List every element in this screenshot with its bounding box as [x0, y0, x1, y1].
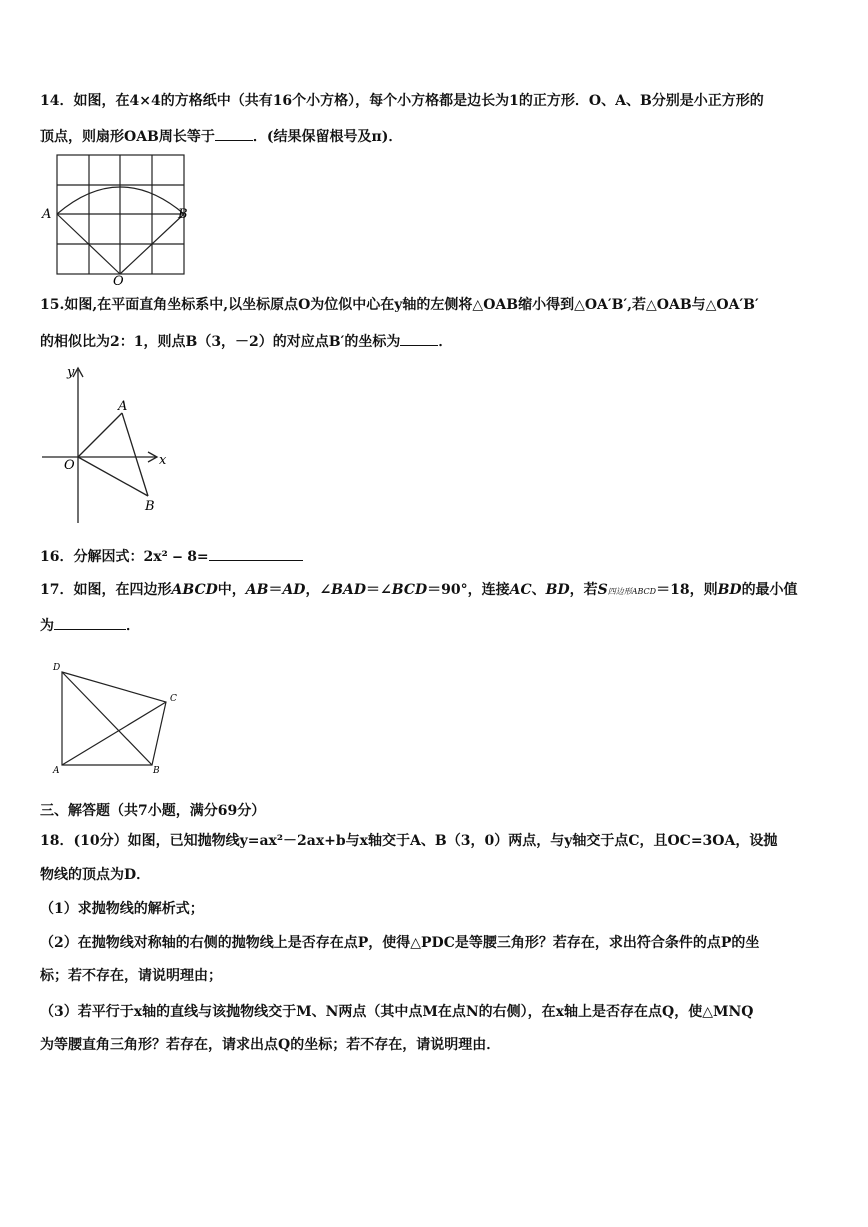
q17-label-c: C: [170, 694, 177, 704]
q17-eq-1: ＝: [268, 582, 283, 598]
q17-line-1: [40, 581, 798, 601]
q17-area-subscript: 四边形ABCD: [607, 587, 657, 596]
q17-text-e: 的最小值: [741, 582, 798, 598]
q14-text-b: ．(结果保留根号及π)．: [252, 129, 403, 145]
q17-text-d: ＝18，则: [656, 582, 718, 598]
q17-label-d: D: [53, 663, 61, 673]
q14-text-a: 顶点，则扇形OAB周长等于: [40, 129, 215, 145]
q17-ac: AC: [509, 582, 532, 598]
q14-label-a: A: [42, 207, 52, 222]
q17-eq-2: ＝: [366, 582, 381, 598]
q18-part-1: （1）求抛物线的解析式；: [40, 901, 204, 917]
q17-text-g: ．: [126, 618, 140, 634]
q14-label-o: O: [113, 274, 124, 289]
q15-text-b: ．: [438, 334, 453, 350]
q17-bd: BD: [545, 582, 570, 598]
q18-part-3-line-1: （3）若平行于x轴的直线与该抛物线交于M、N两点（其中点M在点N的右侧），在x轴上是否存在点Q，使△MNQ: [40, 1004, 754, 1020]
q18-part-2-line-1: （2）在抛物线对称轴的右侧的抛物线上是否存在点P，使得△PDC是等腰三角形？若存在，求出符合条件的点P的坐: [40, 935, 760, 951]
q17-angle-bcd: ∠BCD: [380, 582, 428, 598]
q15-label-x: x: [159, 453, 167, 468]
q14-label-b: B: [178, 207, 188, 222]
q17-bd-2: BD: [717, 582, 742, 598]
q17-text-c: ，若: [569, 582, 598, 598]
q15-label-a: A: [118, 399, 128, 414]
q17-area-s: S: [597, 582, 608, 598]
q17-line-2: [40, 615, 140, 635]
q16-answer-blank: [209, 546, 303, 561]
q15-label-o: O: [64, 458, 75, 473]
q16-line: [40, 546, 303, 566]
q15-label-b: B: [145, 499, 155, 514]
q18-line-1: 18．(10分）如图，已知抛物线y=ax²－2ax+b与x轴交于A、B（3，0）两点，与y轴交于点C，且OC=3OA，设抛: [40, 833, 778, 849]
q17-eq-3: ＝90°，连接: [427, 582, 510, 598]
q15-label-y: y: [67, 365, 75, 380]
q17-answer-blank: [54, 615, 126, 630]
q17-ab: AB: [245, 582, 269, 598]
q16-text: 16．分解因式：2x² ‒ 8=: [40, 549, 209, 565]
q15-line-1: 15.如图,在平面直角坐标系中,以坐标原点O为位似中心在y轴的左侧将△OAB缩小得到△OA′B′,若△OAB与△OA′B′: [40, 297, 759, 313]
q14-line-2: [40, 126, 402, 146]
q17-text-a: 17．如图，在四边形: [40, 582, 172, 598]
q17-text-b: 中，: [217, 582, 246, 598]
q18-part-3-line-2: 为等腰直角三角形？若存在，请求出点Q的坐标；若不存在，请说明理由．: [40, 1037, 501, 1053]
q15-answer-blank: [400, 331, 438, 346]
section-3-heading: 三、解答题（共7小题，满分69分）: [40, 803, 266, 819]
q14-line-1: 14．如图，在4×4的方格纸中（共有16个小方格），每个小方格都是边长为1的正方形．O、A、B分别是小正方形的: [40, 93, 764, 109]
q15-line-2: [40, 331, 452, 351]
q17-label-a: A: [53, 766, 60, 776]
q14-answer-blank: [215, 126, 253, 141]
q18-part-2-line-2: 标；若不存在，请说明理由；: [40, 968, 222, 984]
q17-comma: ，: [305, 582, 320, 598]
q17-ad: AD: [282, 582, 306, 598]
q17-label-b: B: [153, 766, 160, 776]
q15-text-a: 的相似比为2：1，则点B（3，－2）的对应点B′的坐标为: [40, 334, 401, 350]
q17-angle-bad: ∠BAD: [319, 582, 367, 598]
q17-text-f: 为: [40, 618, 54, 634]
q18-line-2: 物线的顶点为D．: [40, 867, 151, 883]
q17-quad-name: ABCD: [171, 582, 218, 598]
q17-sep: 、: [531, 582, 546, 598]
